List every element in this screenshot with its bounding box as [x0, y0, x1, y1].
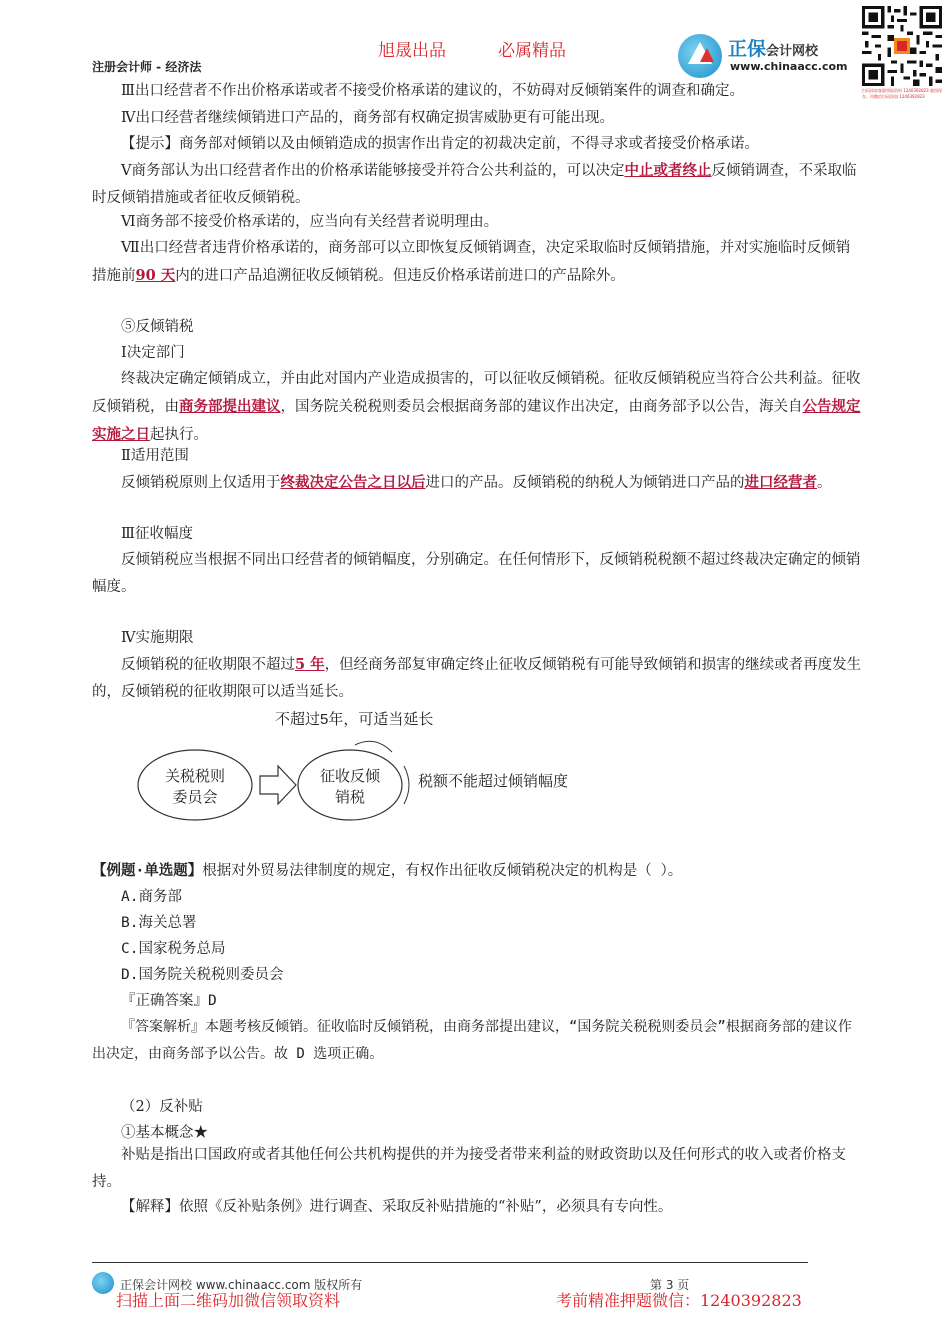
promo-right: 考前精准押题微信：1240392823 [556, 1291, 802, 1310]
highlight-suspend: 中止或者终止 [624, 162, 712, 179]
node2-line2: 销税 [334, 789, 366, 806]
diagram-side-label: 税额不能超过倾销幅度 [418, 773, 569, 790]
highlight-mofcom: 商务部提出建议 [179, 398, 281, 415]
heading-basic-concept: ①基本概念★ [121, 1125, 208, 1141]
footer-copyright: 正保会计网校 www.chinaacc.com 版权所有 [120, 1278, 363, 1292]
logo-url: www.chinaacc.com [730, 60, 848, 73]
heading-period: Ⅳ实施期限 [121, 630, 194, 646]
para-8: 反倾销税原则上仅适用于终裁决定公告之日以后进口的产品。反倾销税的纳税人为倾销进口产品的进口经营者。 [121, 474, 832, 491]
highlight-importer: 进口经营者 [744, 474, 817, 491]
para-6: Ⅶ出口经营者违背价格承诺的，商务部可以立即恢复反倾销调查，决定采取临时反倾销措施，并对实施临时反倾销措施前90 天内的进口产品追溯征收反倾销税。但违反价格承诺前进口的产品除外。 [92, 240, 851, 284]
brand-left: 旭晟出品 [378, 41, 446, 61]
heading-range: Ⅲ征收幅度 [121, 526, 193, 542]
logo-name: 正保会计网校 [728, 38, 819, 60]
para-explain: 【解释】依照《反补贴条例》进行调查、采取反补贴措施的“补贴”，必须具有专向性。 [121, 1199, 673, 1215]
heading-decision-dept: Ⅰ决定部门 [121, 345, 185, 361]
duty-diagram [130, 700, 690, 840]
arrow-right-icon [260, 766, 296, 804]
highlight-final-ruling: 终裁决定公告之日以后 [280, 474, 426, 491]
footer-divider [92, 1262, 808, 1263]
qr-note: 扫码添加客服领取资料 1240392823 截图保存，用微信扫码添加 1240392823 [862, 88, 942, 99]
heading-scope: Ⅱ适用范围 [121, 448, 189, 464]
option-d: D.国务院关税税则委员会 [121, 967, 284, 983]
highlight-effective-date: 公告规定实施之日 [92, 398, 861, 443]
node2-line1: 征收反倾 [319, 768, 381, 785]
node1-line1: 关税税则 [164, 768, 226, 785]
para-4: Ⅴ商务部认为出口经营者作出的价格承诺能够接受并符合公共利益的，可以决定中止或者终止反倾销调查，不采取临时反倾销措施或者征收反倾销税。 [92, 162, 857, 206]
answer-analysis: 『答案解析』本题考核反倾销。征收临时反倾销税，由商务部提出建议，“国务院关税税则委员会”根据商务部的建议作出决定，由商务部予以公告。故 D 选项正确。 [92, 1019, 852, 1062]
node-levy-duty [298, 750, 402, 820]
qr-code-icon [862, 6, 942, 86]
highlight-5-years: 5 年 [295, 656, 325, 673]
node1-line2: 委员会 [172, 789, 218, 806]
para-9: 反倾销税应当根据不同出口经营者的倾销幅度，分别确定。在任何情形下，反倾销税税额不超过终裁决定确定的倾销幅度。 [92, 552, 861, 595]
option-b: B.海关总署 [121, 915, 197, 931]
para-10: 反倾销税的征收期限不超过5 年，但经商务部复审确定终止征收反倾销税有可能导致倾销和损害的继续或者再度发生的，反倾销税的征收期限可以适当延长。 [92, 656, 862, 700]
para-subsidy: 补贴是指出口国政府或者其他任何公共机构提供的并为接受者带来利益的财政资助以及任何形式的收入或者价格支持。 [92, 1147, 846, 1190]
footer-logo-icon [92, 1272, 114, 1294]
para-tip: 【提示】商务部对倾销以及由倾销造成的损害作出肯定的初裁决定前，不得寻求或者接受价格承诺。 [121, 136, 759, 152]
promo-left: 扫描上面二维码加微信领取资料 [116, 1291, 341, 1310]
example-question: 【例题·单选题】根据对外贸易法律制度的规定，有权作出征收反倾销税决定的机构是（ ）。 [92, 863, 683, 879]
para-1: Ⅲ出口经营者不作出价格承诺或者不接受价格承诺的建议的，不妨碍对反倾销案件的调查和确定。 [121, 83, 744, 99]
option-a: A.商务部 [121, 889, 182, 905]
course-title: 注册会计师 - 经济法 [92, 60, 202, 74]
brand-right: 必属精品 [498, 41, 566, 61]
heading-antidumping-duty: ⑤反倾销税 [121, 319, 194, 335]
highlight-90-days: 90 天 [135, 267, 176, 284]
heading-countervailing: （2）反补贴 [121, 1099, 203, 1115]
page-number: 第 3 页 [650, 1278, 690, 1292]
diagram-top-label: 不超过5年，可适当延长 [275, 711, 434, 728]
node-tariff-committee [138, 750, 252, 820]
option-c: C.国家税务总局 [121, 941, 226, 957]
para-2: Ⅳ出口经营者继续倾销进口产品的，商务部有权确定损害威胁更有可能出现。 [121, 110, 614, 126]
correct-answer: 『正确答案』D [121, 993, 217, 1009]
para-5: Ⅵ商务部不接受价格承诺的，应当向有关经营者说明理由。 [121, 214, 499, 230]
para-7: 终裁决定确定倾销成立，并由此对国内产业造成损害的，可以征收反倾销税。征收反倾销税应当符合公共利益。征收反倾销税，由商务部提出建议，国务院关税税则委员会根据商务部的建议作出决定，由商务部予以公告，海关自公告规定实施之日起执行。 [92, 371, 861, 443]
